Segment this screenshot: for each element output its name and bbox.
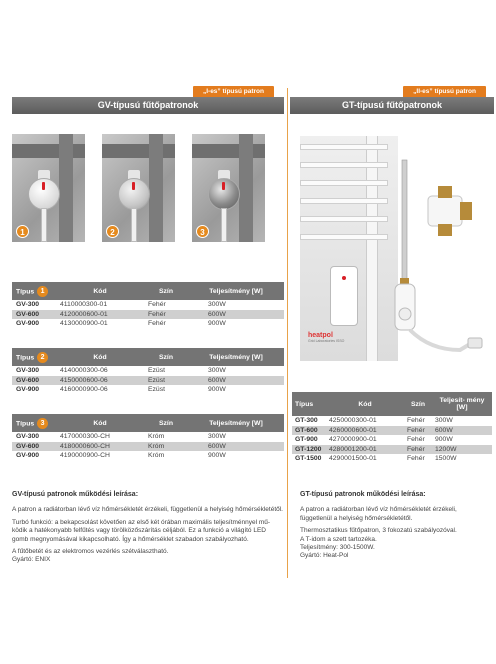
gv-table-2 [12,348,284,395]
col-header-color: Szín [144,414,188,432]
table-row: GT-1500 4290001500-01 Fehér 1500W [295,455,457,462]
table-row: GV-300 4140000300-06 Ezüst 300W [16,367,226,374]
desc-line: Turbó funkció: a bekapcsolást követően az első két órában maximális teljesítménnyel mű- [12,518,271,526]
heatpol-logo: heatpol Grid Laboratories ISSO [308,332,345,343]
desc-line: ködik a hatékonyabb felfűtés vagy törölközőszárítás céljából. Ez a funkció a világító LED [12,527,267,535]
gt-column [290,0,496,664]
table-row: GV-300 4170000300-CH Króm 300W [16,433,226,440]
col-header-type: Típus 3 [12,414,56,432]
col-header-type: Típus 2 [12,348,56,366]
desc-line: Gyártó: ENIX [12,556,51,564]
table-row: GV-600 4150000600-06 Ezüst 600W [12,376,284,386]
gt-title: GT-típusú fűtőpatronok [290,97,494,114]
photo-number-1: 1 [16,225,29,238]
table-row: GV-900 4130000900-01 Fehér 900W [16,320,226,327]
desc-line: függetlenül a helyiség hőmérsékletétől. [300,514,413,522]
col-header-power: Teljesítmény [W] [188,414,284,432]
desc-line: Teljesítmény: 300-1500W. [300,544,375,552]
gv-badge: „I-es” típusú patron [193,86,274,98]
desc-line: A T-idom a szett tartozéka. [300,535,377,543]
table-row: GV-900 4190000900-CH Króm 900W [16,452,226,459]
col-header-type: Típus 1 [12,282,56,300]
col-header-code: Kód [56,282,144,300]
desc-line: Thermosztatikus fűtőpatron, 3 fokozatú szabályozóval. [300,527,457,535]
table-row: GT-600 4260000600-01 Fehér 600W [292,426,492,436]
desc-line: A patron a radiátorban lévő víz hőmérsékletét érzékeli, függetlenül a helyiség hőmérsékletétől. [12,506,283,514]
gv-desc-title: GV-típusú patronok működési leírása: [12,491,139,498]
col-header-power: Teljesít- mény [W] [432,392,492,416]
desc-line: A patron a radiátorban lévő víz hőmérsékletét érzékeli, [300,506,457,514]
col-header-code: Kód [326,392,404,416]
gt-radiator-photo [300,136,398,361]
gv-description [12,491,284,565]
col-header-code: Kód [56,348,144,366]
photo-number-3: 3 [196,225,209,238]
table-row: GV-600 4180000600-CH Króm 600W [12,442,284,452]
gv-title: GV-típusú fűtőpatronok [12,97,284,114]
col-header-color: Szín [404,392,432,416]
col-header-type: Típus [292,392,326,416]
gt-badge: „II-es” típusú patron [403,86,486,98]
gt-desc-title: GT-típusú patronok működési leírása: [300,491,426,498]
table-row: GT-300 4250000300-01 Fehér 300W [295,417,453,424]
table-row: GV-300 4110000300-01 Fehér 300W [16,301,226,308]
desc-line: A fűtőbetét és az elektromos vezérlés szétválasztható. [12,548,169,556]
col-header-color: Szín [144,282,188,300]
column-divider [287,88,288,578]
col-header-power: Teljesítmény [W] [188,348,284,366]
col-header-code: Kód [56,414,144,432]
heating-element-image [390,150,490,380]
gv-table-1 [12,282,284,329]
desc-line: Gyártó: Heat-Pol [300,552,349,560]
col-header-color: Szín [144,348,188,366]
gv-photo-silver [102,134,175,242]
gt-table [292,392,492,464]
gv-table-3 [12,414,284,461]
gv-photo-white [12,134,85,242]
photo-number-2: 2 [106,225,119,238]
gv-photo-chrome [192,134,265,242]
table-row: GV-600 4120000600-01 Fehér 600W [12,310,284,320]
table-row: GT-1200 4280001200-01 Fehér 1200W [292,445,492,455]
desc-line: gomb megnyomásával kikapcsolható. Így a hőmérséklet szabadon szabályozható. [12,535,249,543]
table-row: GV-900 4160000900-06 Ezüst 900W [16,386,226,393]
col-header-power: Teljesítmény [W] [188,282,284,300]
table-row: GT-900 4270000900-01 Fehér 900W [295,436,453,443]
gt-description [300,491,494,561]
